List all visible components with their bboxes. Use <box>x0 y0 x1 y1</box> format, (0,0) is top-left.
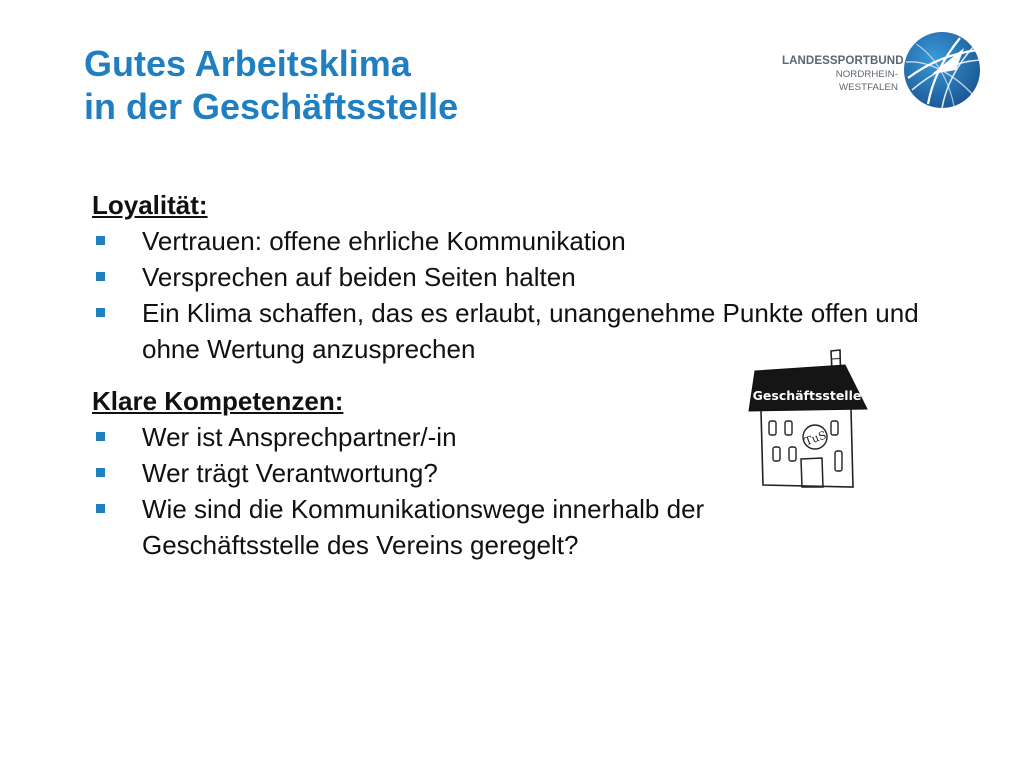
list-item-text: Versprechen auf beiden Seiten halten <box>142 262 576 292</box>
slide-title <box>84 42 458 128</box>
square-bullet-icon <box>96 432 105 441</box>
house-emblem: TuS <box>802 428 829 449</box>
slide-title-line-2: in der Geschäftsstelle <box>84 86 459 127</box>
list-item <box>92 223 972 259</box>
house-label: Geschäftsstelle <box>752 388 862 403</box>
list-item <box>92 259 972 295</box>
list-item-text: Wer trägt Verantwortung? <box>142 458 438 488</box>
list-item-text: Vertrauen: offene ehrliche Kommunikation <box>142 226 626 256</box>
landessportbund-logo-icon <box>902 30 982 110</box>
square-bullet-icon <box>96 308 105 317</box>
square-bullet-icon <box>96 236 105 245</box>
list-item-text: Wie sind die Kommunikationswege innerhalb der Geschäftsstelle des Vereins geregelt? <box>142 494 705 560</box>
logo-wordmark <box>782 55 904 94</box>
list-item-text: Wer ist Ansprechpartner/-in <box>142 422 457 452</box>
section-heading: Klare Kompetenzen: <box>92 386 344 416</box>
square-bullet-icon <box>96 468 105 477</box>
square-bullet-icon <box>96 272 105 281</box>
list-item <box>92 491 882 563</box>
section-heading: Loyalität: <box>92 190 208 220</box>
slide-title-line-1: Gutes Arbeitsklima <box>84 43 411 84</box>
logo-line-1: LANDESSPORTBUND <box>782 55 904 67</box>
list-item-text: Ein Klima schaffen, das es erlaubt, unangenehme Punkte offen und ohne Wertung anzusprechen <box>142 298 919 364</box>
logo-line-2: NORDRHEIN-WESTFALEN <box>835 69 898 93</box>
section-loyalty <box>92 187 972 367</box>
square-bullet-icon <box>96 504 105 513</box>
office-building-sketch-icon <box>745 345 871 493</box>
